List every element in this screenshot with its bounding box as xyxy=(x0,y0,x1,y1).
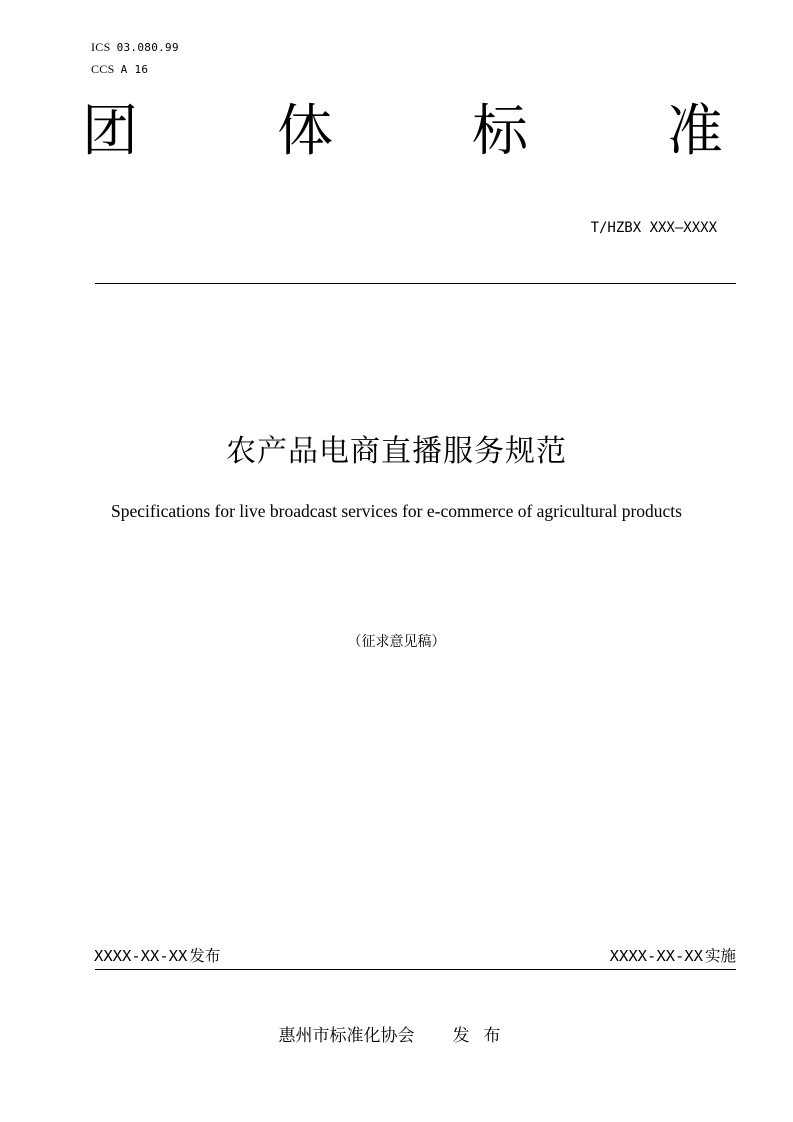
publisher-organization: 惠州市标准化协会 xyxy=(278,1026,415,1046)
publisher-action: 发布 xyxy=(452,1026,515,1046)
ccs-classification xyxy=(91,62,148,77)
header-divider xyxy=(95,283,736,284)
implementation-label: 实施 xyxy=(704,947,736,965)
ics-classification xyxy=(91,40,179,55)
draft-status-note: （征求意见稿） xyxy=(347,634,446,650)
document-title-english: Specifications for live broadcast services for e-commerce of agricultural products xyxy=(111,501,682,521)
header-char-zhun: 准 xyxy=(667,99,723,164)
implementation-date-value: XXXX-XX-XX xyxy=(609,947,703,965)
header-char-ti: 体 xyxy=(277,99,333,164)
document-title-chinese: 农产品电商直播服务规范 xyxy=(226,434,567,469)
footer-divider xyxy=(95,969,736,970)
ics-code: 03.080.99 xyxy=(116,41,179,54)
ccs-label: CCS xyxy=(91,62,115,76)
ccs-code: A 16 xyxy=(120,63,149,76)
publisher-line xyxy=(0,1025,793,1047)
implementation-date-line xyxy=(610,946,736,966)
header-char-biao: 标 xyxy=(472,99,528,164)
ics-label: ICS xyxy=(91,40,111,54)
issue-date-value: XXXX-XX-XX xyxy=(94,947,188,965)
issue-date-line xyxy=(94,946,220,966)
standard-number: T/HZBX XXX—XXXX xyxy=(590,220,717,236)
issue-label: 发布 xyxy=(189,947,221,965)
header-char-tuan: 团 xyxy=(82,99,138,164)
